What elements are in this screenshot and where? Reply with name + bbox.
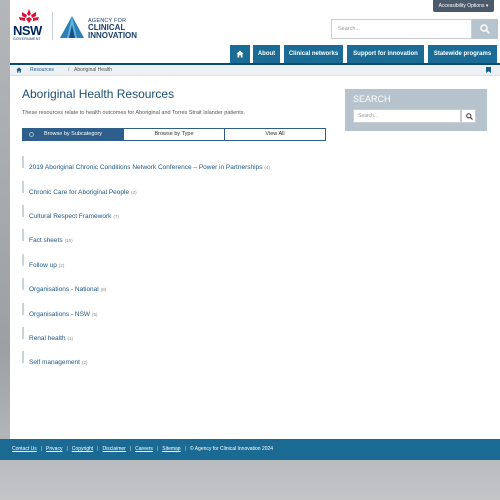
tab-browse-by-subcategory[interactable] — [23, 129, 123, 140]
category-name[interactable]: 2019 Aboriginal Chronic Conditions Network Conference – Power in Partnerships — [29, 164, 263, 171]
footer-link-copyright[interactable]: Copyright — [71, 446, 94, 452]
category-count: (2) — [131, 190, 137, 195]
category-item[interactable] — [22, 254, 65, 269]
footer-separator: | — [156, 446, 159, 452]
category-name[interactable]: Self management — [29, 359, 80, 366]
aci-line3: INNOVATION — [88, 31, 138, 40]
category-name[interactable]: Follow up — [29, 262, 57, 269]
sidebar-search-panel — [345, 89, 487, 131]
page-title: Aboriginal Health Resources — [22, 87, 175, 101]
footer-link-contact-us[interactable]: Contact Us — [12, 446, 37, 452]
header-search-input[interactable]: Search... — [331, 19, 472, 39]
category-count: (4) — [264, 165, 270, 170]
footer-separator: | — [40, 446, 43, 452]
category-name[interactable]: Cultural Respect Framework — [29, 213, 112, 220]
category-item[interactable] — [22, 156, 270, 171]
category-item[interactable] — [22, 181, 137, 196]
category-item[interactable] — [22, 278, 107, 293]
category-name[interactable]: Organisations - National — [29, 286, 99, 293]
nav-about[interactable]: About — [253, 45, 280, 63]
aci-logo-icon[interactable] — [59, 15, 85, 39]
logo-divider — [52, 12, 53, 40]
category-name[interactable]: Renal health — [29, 335, 66, 342]
page-intro: These resources relate to health outcomes for Aboriginal and Torres Strait Islander patients. — [22, 110, 246, 116]
category-count: (2) — [58, 263, 65, 268]
tab-browse-by-type[interactable]: Browse by Type — [123, 129, 224, 140]
category-item[interactable] — [22, 205, 119, 220]
waratah-icon — [16, 8, 42, 24]
home-icon — [236, 50, 244, 58]
accessibility-label: Accessibility Options — [438, 3, 485, 9]
nsw-logo[interactable] — [13, 8, 45, 42]
nav-home-button[interactable] — [230, 45, 250, 63]
breadcrumb-resources-link[interactable]: Resources — [30, 67, 54, 73]
footer-separator: | — [129, 446, 132, 452]
footer-link-sitemap[interactable]: Sitemap — [162, 446, 181, 452]
breadcrumb-home-icon[interactable] — [16, 67, 22, 73]
category-count: (5) — [92, 312, 98, 317]
footer-separator: | — [184, 446, 186, 452]
category-name[interactable]: Organisations - NSW — [29, 311, 91, 318]
breadcrumb-separator: / — [68, 67, 70, 73]
tab-label: Browse by Subcategory — [43, 131, 103, 137]
footer-separator: | — [66, 446, 68, 452]
category-name[interactable]: Fact sheets — [29, 237, 63, 244]
tab-view-all[interactable]: View All — [224, 129, 325, 140]
bookmark-icon[interactable] — [486, 67, 491, 73]
category-item[interactable] — [22, 229, 73, 244]
category-item[interactable] — [22, 303, 98, 318]
header-search-button[interactable] — [472, 19, 498, 39]
sidebar-search-button[interactable] — [461, 109, 476, 123]
breadcrumb — [10, 65, 500, 76]
nav-statewide-programs[interactable]: Statewide programs — [428, 45, 497, 63]
category-item[interactable] — [22, 327, 73, 342]
category-count: (7) — [113, 214, 119, 219]
category-count: (8) — [100, 287, 107, 292]
category-count: (2) — [81, 360, 88, 365]
footer-links — [12, 446, 273, 452]
aci-line1: AGENCY FOR — [88, 18, 127, 24]
aci-logo-text[interactable] — [88, 18, 137, 40]
breadcrumb-current: Aboriginal Health — [74, 67, 113, 73]
browse-tabs — [22, 128, 326, 141]
footer-link-careers[interactable]: Careers — [135, 446, 153, 452]
footer — [0, 439, 500, 460]
sidebar-search-title: SEARCH — [353, 94, 391, 104]
aci-line2: CLINICAL — [88, 23, 126, 32]
radio-dot-icon — [29, 132, 34, 137]
footer-copyright: © Agency for Clinical Innovation 2024 — [189, 446, 274, 452]
nsw-wordmark: NSW — [13, 23, 42, 38]
nav-clinical-networks[interactable]: Clinical networks — [284, 45, 343, 63]
nsw-government-text: GOVERNMENT — [13, 37, 42, 41]
footer-link-disclaimer[interactable]: Disclaimer — [102, 446, 126, 452]
search-icon — [480, 24, 490, 34]
category-name[interactable]: Chronic Care for Aboriginal People — [29, 189, 130, 196]
accessibility-options-button[interactable]: Accessibility Options ▾ — [433, 0, 494, 12]
category-count: (10) — [64, 238, 73, 243]
search-icon — [466, 113, 473, 120]
footer-separator: | — [97, 446, 99, 452]
category-count: (1) — [67, 336, 73, 341]
category-item[interactable] — [22, 351, 88, 366]
sidebar-search-input[interactable]: Search... — [353, 109, 461, 123]
nav-support-for-innovation[interactable]: Support for innovation — [347, 45, 424, 63]
footer-link-privacy[interactable]: Privacy — [46, 446, 63, 452]
